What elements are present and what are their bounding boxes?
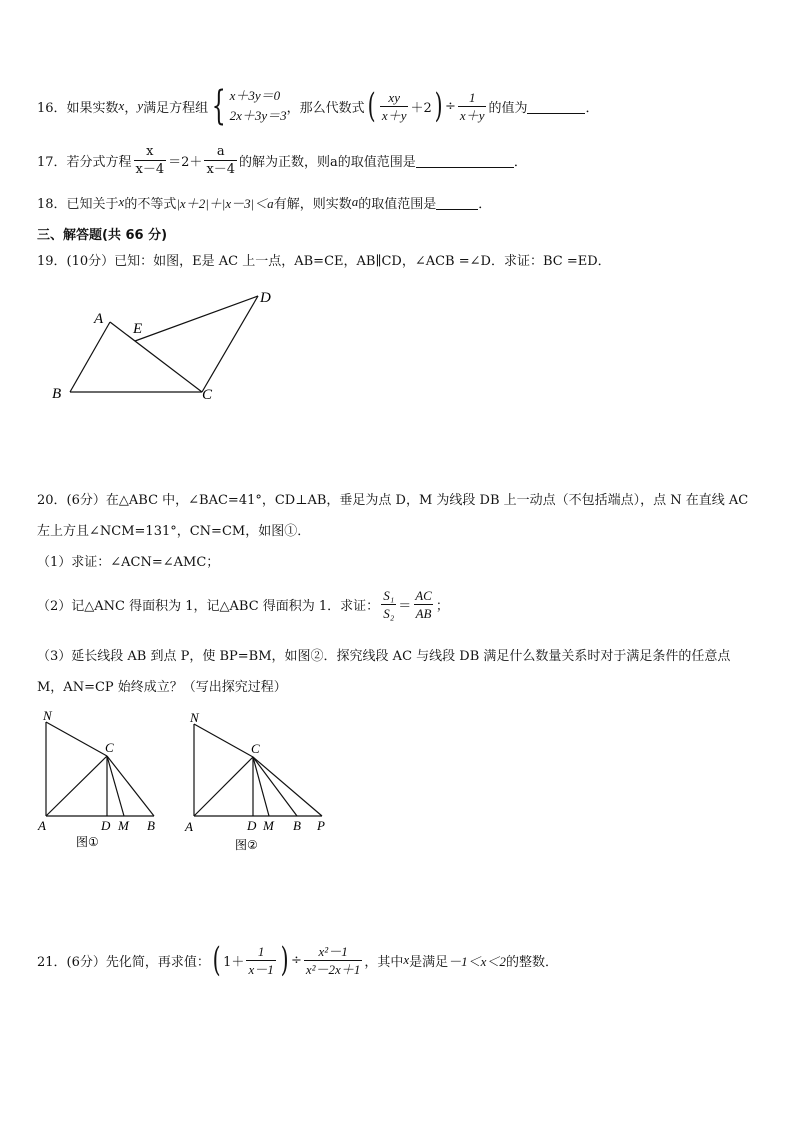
period: ． [585, 100, 599, 116]
q20-figure-2 [182, 706, 342, 858]
label-e: E [133, 321, 143, 337]
label-m: M [118, 818, 129, 833]
q16-text-3: 的值为 [488, 100, 528, 116]
segment-cb [107, 756, 154, 816]
fraction-denominator: x＋y [381, 107, 407, 123]
fraction-polynomial [304, 943, 362, 978]
fraction-s1-s2 [381, 587, 396, 622]
fraction-1-over-x-1 [246, 943, 275, 978]
q16-number: 16．如果实数 [37, 100, 119, 116]
question-21 [37, 940, 558, 980]
segment-nc [46, 722, 107, 756]
label-d: D [260, 290, 271, 306]
system-brace: { [211, 83, 226, 129]
segment-cb [253, 757, 297, 816]
q17-text: 的解为正数，则a的取值范围是 [239, 154, 416, 170]
figure-1-caption: 图① [76, 835, 99, 849]
fraction-ac-ab [413, 587, 434, 622]
equation-2: 2x＋3y＝3 [229, 108, 287, 123]
part-2-text: （2）记△ANC 得面积为 1，记△ABC 得面积为 1．求证： [37, 598, 380, 614]
answer-blank[interactable] [416, 153, 514, 168]
right-paren: ) [434, 86, 443, 126]
question-18 [37, 192, 491, 212]
left-paren: ( [367, 86, 376, 126]
segment-ac [194, 757, 253, 816]
label-b: B [52, 386, 62, 402]
q21-text-4: 的整数． [505, 954, 558, 970]
question-19: 19．(10分）已知：如图，E是 AC 上一点，AB=CE，AB∥CD，∠ACB =∠D．求证：BC =ED． [37, 253, 611, 269]
one-plus: 1＋ [223, 954, 245, 970]
question-20-line-1: 20．(6分）在△ABC 中，∠BAC=41°，CD⊥AB，垂足为点 D，M 为线段 DB 上一动点（不包括端点），点 N 在直线 AC [37, 492, 749, 508]
q18-number: 18．已知关于 [37, 196, 119, 212]
label-d: D [101, 818, 111, 833]
question-20-part-3-line-1: （3）延长线段 AB 到点 P，使 BP=BM，如图②．探究线段 AC 与线段 DB 满足什么数量关系时对于满足条件的任意点 [37, 648, 731, 664]
fraction-denominator: x－4 [135, 161, 165, 177]
q21-text-2: ，其中 [364, 954, 404, 970]
section-heading: 三、解答题(共 66 分) [37, 227, 168, 243]
period: ． [478, 196, 492, 212]
fraction-numerator: AC [415, 587, 432, 603]
fraction-denominator: x－4 [206, 161, 236, 177]
label-a: A [185, 819, 193, 834]
q17-number: 17．若分式方程 [37, 154, 132, 170]
segment-cm [107, 756, 124, 816]
label-p: P [317, 818, 325, 833]
label-c: C [202, 387, 213, 403]
label-n: N [190, 710, 199, 725]
inequality: |x＋2|＋|x－3|＜a [176, 195, 274, 211]
fraction-denominator: x²－2x＋1 [305, 961, 361, 977]
q21-text: 21．(6分）先化简，再求值： [37, 954, 210, 970]
fraction-numerator: S₁ [383, 587, 395, 603]
label-a: A [94, 311, 104, 327]
label-b: B [293, 818, 301, 833]
label-c: C [251, 741, 260, 756]
fraction-numerator: x²－1 [318, 943, 348, 959]
period: ． [513, 154, 527, 170]
fraction-denominator: S₂ [383, 605, 395, 621]
var-a: a [351, 194, 359, 209]
question-16 [37, 84, 599, 128]
q18-text: 的不等式 [124, 196, 177, 212]
fraction-denominator: x－1 [248, 961, 274, 977]
fraction-denominator: x＋y [459, 107, 485, 123]
segment-nc [194, 724, 253, 757]
equals-two-plus: ＝2＋ [168, 154, 203, 170]
q18-text-3: 的取值范围是 [358, 196, 437, 212]
label-c: C [105, 740, 114, 755]
right-paren: ) [280, 940, 289, 980]
q19-figure [40, 282, 290, 407]
segment-ac [46, 756, 107, 816]
label-a: A [38, 818, 46, 833]
semicolon: ； [435, 598, 449, 614]
answer-blank[interactable] [527, 99, 585, 114]
fraction-a-over-x-4 [204, 143, 237, 178]
var-x: x [118, 98, 125, 113]
label-d: D [247, 818, 257, 833]
figure-2-caption: 图② [235, 838, 258, 852]
equation-system [230, 86, 287, 126]
question-20-part-2 [37, 584, 449, 624]
equation-1: x＋3y＝0 [229, 88, 281, 103]
var-y: y [137, 98, 144, 113]
segment-cd [202, 296, 258, 392]
fraction-numerator: 1 [257, 943, 265, 959]
fraction-xy [380, 89, 409, 124]
var-x: x [118, 194, 125, 209]
fraction-reciprocal [458, 89, 487, 124]
fraction-denominator: AB [415, 605, 432, 621]
divide-sign: ÷ [445, 98, 456, 114]
question-17 [37, 140, 527, 180]
segment-ed [135, 296, 258, 341]
var-x: x [403, 952, 410, 967]
label-m: M [263, 818, 274, 833]
left-paren: ( [212, 940, 221, 980]
segment-ac [110, 322, 202, 392]
label-b: B [147, 818, 155, 833]
fraction-numerator: x [146, 143, 154, 159]
label-n: N [43, 708, 52, 723]
fraction-numerator: xy [388, 89, 400, 105]
question-20-line-2: 左上方且∠NCM=131°，CN=CM，如图①． [37, 523, 311, 539]
fraction-x-over-x-4 [134, 143, 167, 178]
equals-sign: ＝ [398, 598, 412, 614]
q18-text-2: 有解，则实数 [273, 196, 352, 212]
segment-cp [253, 757, 322, 816]
segment-cm [253, 757, 269, 816]
divide-sign: ÷ [290, 952, 302, 968]
fraction-numerator: a [216, 143, 225, 159]
q16-text: 满足方程组 [143, 100, 209, 116]
range-inequality: －1＜x＜2 [448, 953, 506, 969]
q21-text-3: 是满足 [409, 954, 449, 970]
q16-text-2: ，那么代数式 [286, 100, 365, 116]
segment-ab [70, 322, 110, 392]
question-20-part-3-line-2: M，AN=CP 始终成立？（写出探究过程） [37, 679, 287, 695]
comma: ， [124, 100, 138, 116]
question-20-part-1: （1）求证：∠ACN=∠AMC； [37, 554, 220, 570]
plus-two: ＋2 [410, 100, 432, 116]
q20-figure-1 [34, 706, 174, 854]
answer-blank[interactable] [436, 195, 478, 210]
fraction-numerator: 1 [468, 89, 476, 105]
